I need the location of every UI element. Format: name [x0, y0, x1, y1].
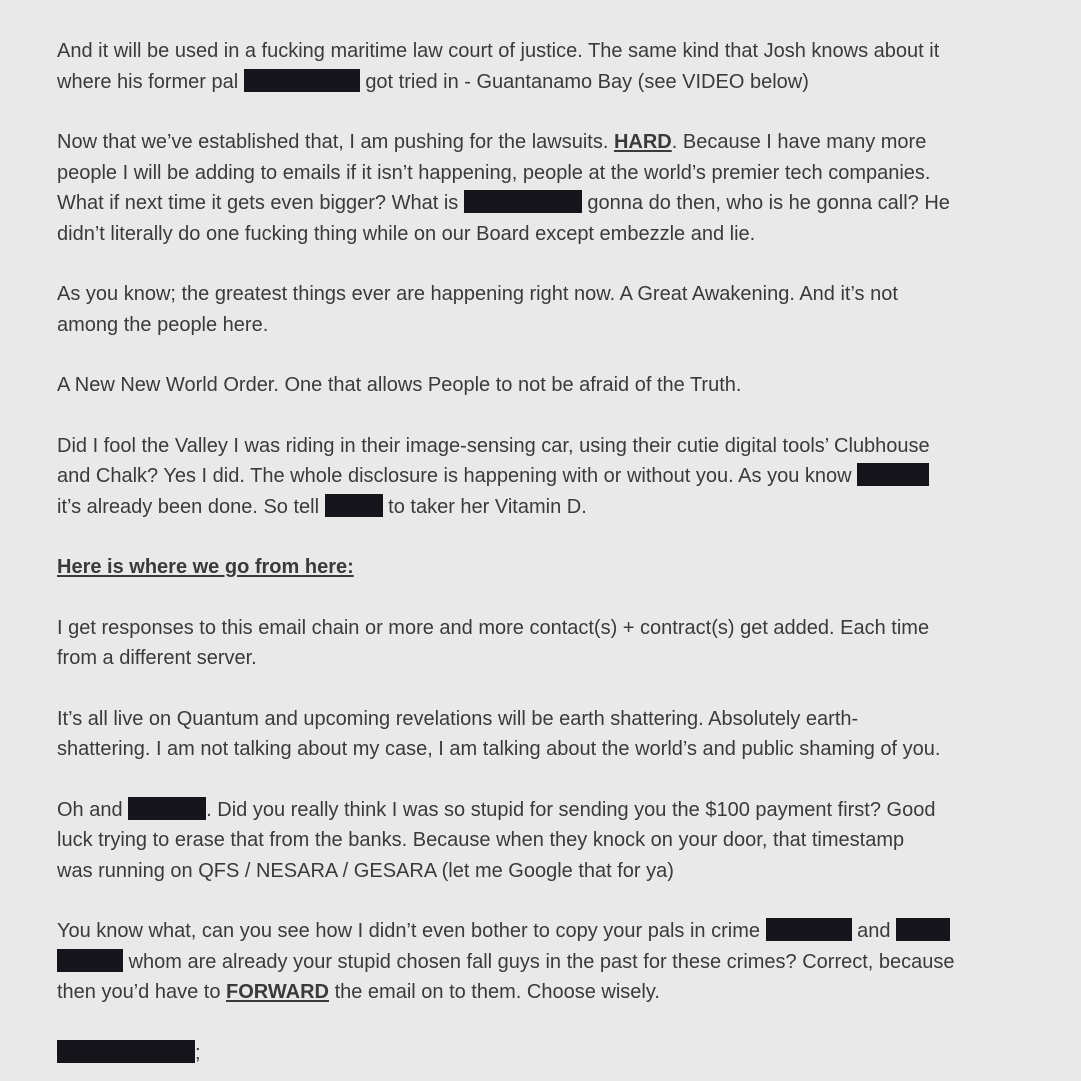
- text-line: was running on QFS / NESARA / GESARA (let me Google that for ya): [57, 859, 674, 882]
- text-segment: . Because I have many more: [671, 131, 927, 153]
- text-line: [57, 188, 1081, 219]
- paragraph-world-order: [57, 370, 1081, 401]
- text-line: [57, 977, 1081, 1008]
- text-segment: You know what, can you see how I didn’t even bother to copy your pals in crime: [57, 920, 760, 942]
- paragraph-valley: [57, 431, 1081, 523]
- text-line: A New New World Order. One that allows People to not be afraid of the Truth.: [57, 374, 742, 396]
- text-line: Did I fool the Valley I was riding in their image-sensing car, using their cutie digital tools’ Clubhouse: [57, 434, 930, 457]
- paragraph-great-awakening: [57, 279, 1081, 340]
- redaction-bar: [57, 949, 123, 972]
- redaction-bar: [464, 190, 582, 213]
- text-line: And it will be used in a fucking maritime law court of justice. The same kind that Josh knows about it: [57, 40, 940, 62]
- paragraph-lawsuits: [57, 127, 1081, 249]
- signoff: [57, 1038, 1081, 1069]
- text-segment: got tried in - Guantanamo Bay (see VIDEO below): [365, 70, 809, 93]
- text-line: It’s all live on Quantum and upcoming revelations will be earth shattering. Absolutely earth-: [57, 707, 859, 730]
- text-line: didn’t literally do one fucking thing while on our Board except embezzle and lie.: [57, 222, 756, 245]
- redaction-bar: [325, 494, 383, 517]
- paragraph-responses: [57, 613, 1081, 674]
- text-segment: then you’d have to: [57, 981, 221, 1003]
- text-line: [57, 916, 1081, 947]
- redaction-bar: [766, 918, 852, 941]
- signoff-punctuation: ;: [195, 1041, 201, 1064]
- text-segment: . Did you really think I was so stupid for sending you the $100 payment first? Good: [206, 798, 936, 821]
- emphasis-hard: HARD: [613, 131, 672, 153]
- text-line: As you know; the greatest things ever are happening right now. A Great Awakening. And it’s not: [57, 283, 898, 305]
- heading-next-steps: Here is where we go from here:: [57, 556, 354, 578]
- paragraph-payment: [57, 795, 1081, 887]
- text-line: luck trying to erase that from the banks. Because when they knock on your door, that timestamp: [57, 829, 905, 851]
- text-segment: to taker her Vitamin D.: [388, 495, 587, 518]
- text-segment: whom are already your stupid chosen fall guys in the past for these crimes? Correct, because: [128, 950, 955, 973]
- text-segment: where his former pal: [57, 70, 239, 93]
- text-line: from a different server.: [57, 647, 257, 669]
- redaction-bar: [857, 463, 929, 486]
- text-segment: gonna do then, who is he gonna call? He: [587, 192, 950, 214]
- text-segment: Oh and: [57, 798, 123, 821]
- text-line: [57, 947, 1081, 978]
- text-line: people I will be adding to emails if it isn’t happening, people at the world’s premier tech companies.: [57, 161, 931, 184]
- text-line: [57, 67, 1081, 98]
- text-line: [57, 127, 1081, 158]
- redaction-bar: [57, 1040, 195, 1063]
- text-segment: it’s already been done. So tell: [57, 495, 320, 518]
- text-line: [57, 492, 1081, 523]
- text-segment: What if next time it gets even bigger? What is: [57, 192, 459, 214]
- text-segment: and Chalk? Yes I did. The whole disclosure is happening with or without you. As you know: [57, 465, 852, 487]
- text-line: [57, 461, 1081, 492]
- text-segment: Now that we’ve established that, I am pushing for the lawsuits.: [57, 131, 609, 153]
- text-line: shattering. I am not talking about my case, I am talking about the world’s and public shaming of you.: [57, 738, 941, 760]
- text-segment: and: [857, 920, 891, 942]
- redaction-bar: [128, 797, 206, 820]
- redaction-bar: [896, 918, 950, 941]
- text-line: [57, 1038, 1081, 1069]
- emphasis-forward: FORWARD: [226, 981, 329, 1003]
- text-line: I get responses to this email chain or more and more contact(s) + contract(s) get added. Each time: [57, 616, 930, 639]
- redaction-bar: [244, 69, 360, 92]
- paragraph-maritime-court: [57, 36, 1081, 97]
- text-line: among the people here.: [57, 313, 269, 336]
- paragraph-quantum: [57, 704, 1081, 765]
- text-segment: the email on to them. Choose wisely.: [334, 981, 660, 1003]
- paragraph-pals-in-crime: [57, 916, 1081, 1008]
- text-line: [57, 795, 1081, 826]
- section-heading: [57, 552, 1081, 583]
